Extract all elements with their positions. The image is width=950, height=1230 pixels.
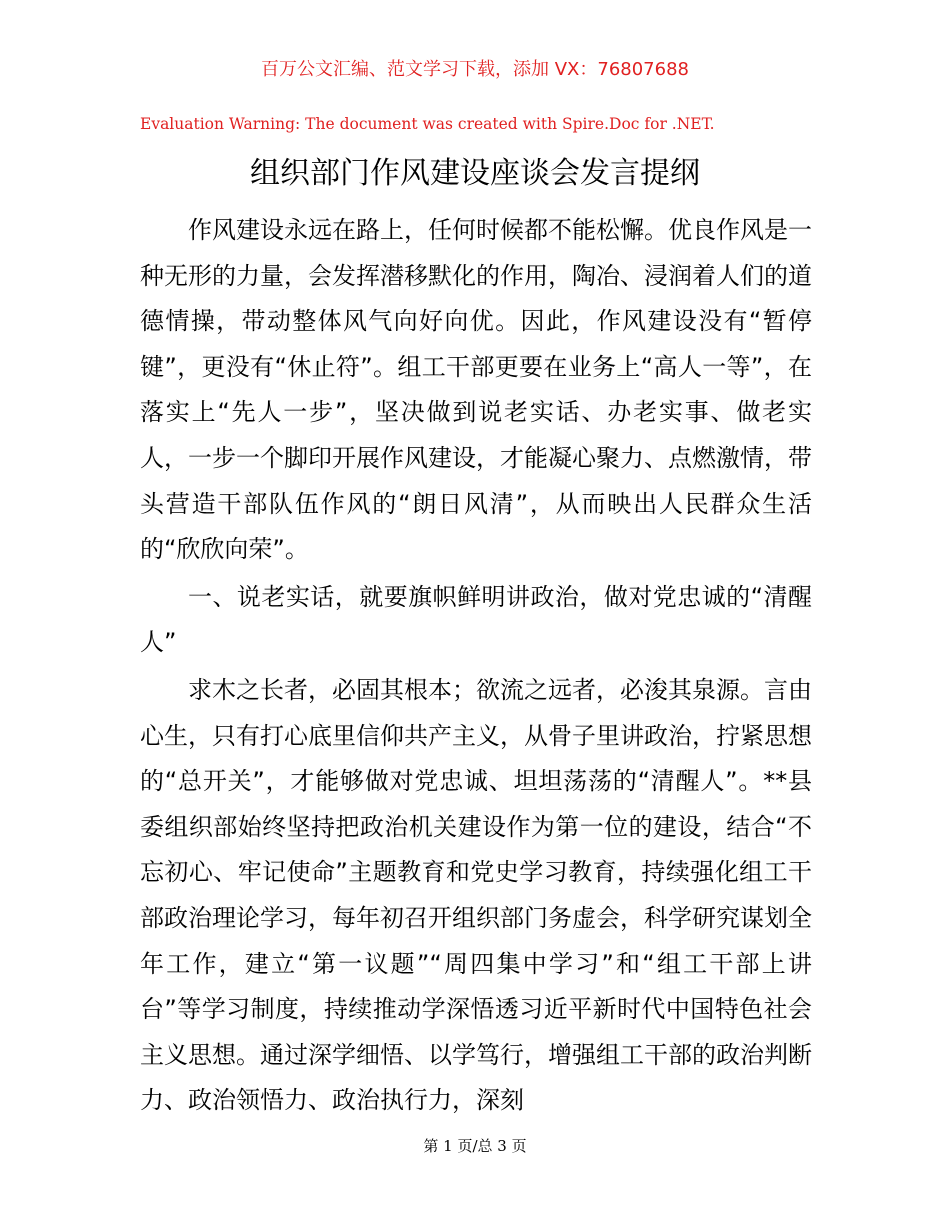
paragraph-section-heading: 一、说老实话，就要旗帜鲜明讲政治，做对党忠诚的“清醒人”	[140, 582, 812, 657]
header-banner: 百万公文汇编、范文学习下载，添加 VX：76807688	[261, 59, 689, 80]
document-body	[140, 208, 812, 1126]
page-footer: 第 1 页/总 3 页	[423, 1137, 527, 1155]
paragraph-intro: 作风建设永远在路上，任何时候都不能松懈。优良作风是一种无形的力量，会发挥潜移默化的作用，陶冶、浸润着人们的道德情操，带动整体风气向好向优。因此，作风建设没有“暂停键”，更没有“休止符”。组工干部更要在业务上“高人一等”，在落实上“先人一步”，坚决做到说老实话、办老实事、做老实人，一步一个脚印开展作风建设，才能凝心聚力、点燃激情，带头营造干部队伍作风的“朗日风清”，从而映出人民群众生活的“欣欣向荣”。	[140, 216, 812, 564]
evaluation-warning: Evaluation Warning: The document was created with Spire.Doc for .NET.	[140, 115, 715, 133]
paragraph-section-body: 求木之长者，必固其根本；欲流之远者，必浚其泉源。言由心生，只有打心底里信仰共产主义，从骨子里讲政治，拧紧思想的“总开关”，才能够做对党忠诚、坦坦荡荡的“清醒人”。**县委组织部始终坚持把政治机关建设作为第一位的建设，结合“不忘初心、牢记使命”主题教育和党史学习教育，持续强化组工干部政治理论学习，每年初召开组织部门务虚会，科学研究谋划全年工作，建立“第一议题”“周四集中学习”和“组工干部上讲台”等学习制度，持续推动学深悟透习近平新时代中国特色社会主义思想。通过深学细悟、以学笃行，增强组工干部的政治判断力、政治领悟力、政治执行力，深刻	[140, 675, 812, 1115]
document-title: 组织部门作风建设座谈会发言提纲	[250, 156, 700, 191]
